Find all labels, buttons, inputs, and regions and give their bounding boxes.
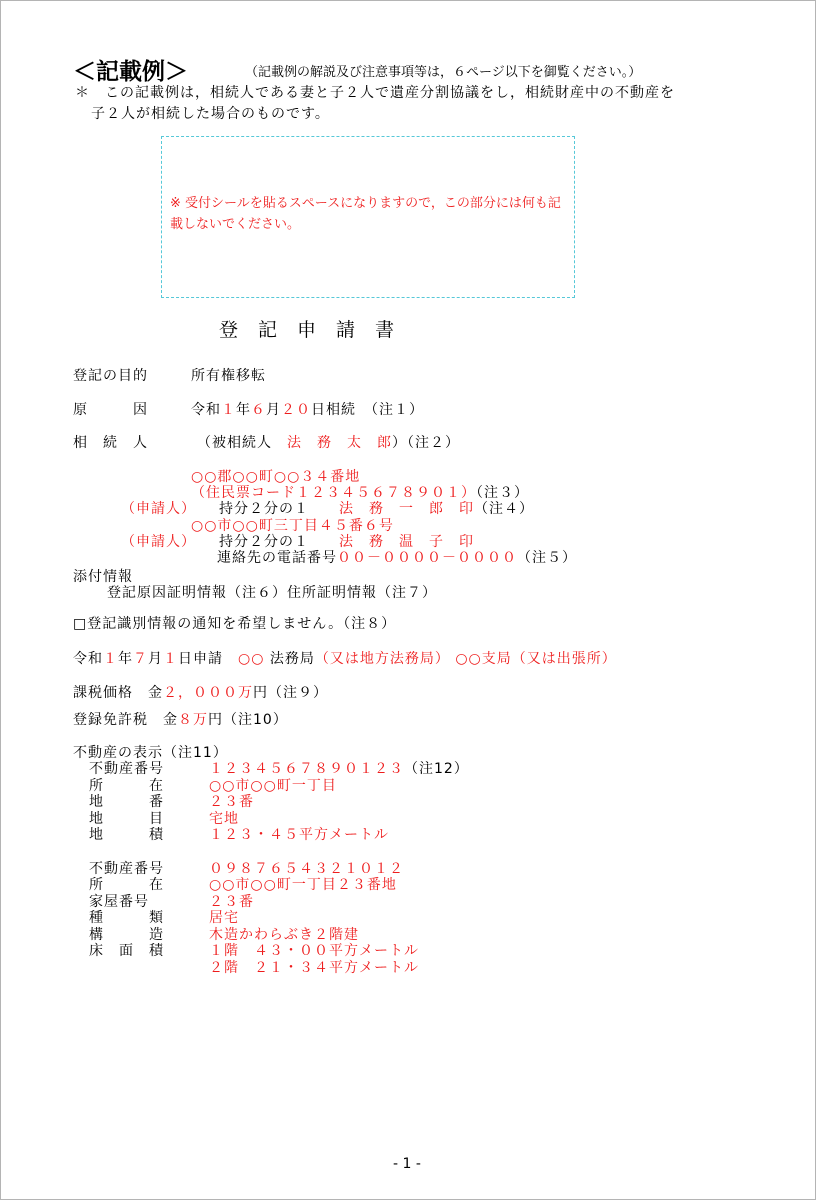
land-value-2: ○○市○○町一丁目: [209, 778, 337, 794]
land-label-3: 地 番: [89, 794, 164, 810]
building-value-6: １階 ４３・００平方メートル: [209, 943, 419, 959]
land-label-2: 所 在: [89, 778, 164, 794]
heir-address-2: ○○市○○町三丁目４５番６号: [191, 518, 394, 534]
registration-tax-line: 登録免許税 金８万円（注10）: [73, 712, 288, 728]
document-heading: 登記申請書: [219, 319, 415, 341]
tax-value-line: 課税価格 金２，０００万円（注９）: [73, 685, 328, 701]
attachments-label: 添付情報: [73, 569, 133, 585]
applicant-2-line: （申請人） 持分２分の１ 法 務 温 子 印: [121, 534, 474, 550]
heir-address-1: ○○郡○○町○○３４番地: [191, 469, 361, 485]
building-label-3: 家屋番号: [89, 894, 149, 910]
building-value-3: ２３番: [209, 894, 254, 910]
building-label-2: 所 在: [89, 877, 164, 893]
building-label-4: 種 類: [89, 910, 164, 926]
building-value-1: ０９８７６５４３２１０１２: [209, 861, 404, 877]
building-label-6: 床 面 積: [89, 943, 164, 959]
building-label-1: 不動産番号: [89, 861, 164, 877]
decedent-line: （被相続人 法 務 太 郎）（注２）: [197, 435, 460, 451]
resident-code-line: （住民票コード１２３４５６７８９０１）（注３）: [191, 485, 529, 501]
cause-label: 原 因: [73, 402, 148, 418]
page-number: - 1 -: [393, 1156, 421, 1172]
purpose-label: 登記の目的: [73, 368, 148, 384]
building-value-4: 居宅: [209, 910, 239, 926]
attachments-line: 登記原因証明情報（注６）住所証明情報（注７）: [107, 585, 437, 601]
heirs-label: 相 続 人: [73, 435, 148, 451]
sticker-instruction: ※ 受付シールを貼るスペースになりますので，この部分には何も記載しないでください。: [170, 196, 561, 232]
building-label-5: 構 造: [89, 927, 164, 943]
building-value-7: ２階 ２１・３４平方メートル: [209, 960, 419, 976]
land-value-3: ２３番: [209, 794, 254, 810]
purpose-value: 所有権移転: [191, 368, 266, 384]
land-label-1: 不動産番号: [89, 761, 164, 777]
building-value-5: 木造かわらぶき２階建: [209, 927, 359, 943]
land-value-1: １２３４５６７８９０１２３（注12）: [209, 761, 469, 777]
cause-date: 令和１年６月２０日相続 （注１）: [191, 402, 424, 418]
land-label-5: 地 積: [89, 827, 164, 843]
applicant-1-line: （申請人） 持分２分の１ 法 務 一 郎 印（注４）: [121, 501, 534, 517]
intro-line-1: ＊ この記載例は，相続人である妻と子２人で遺産分割協議をし，相続財産中の不動産を: [75, 85, 675, 101]
phone-line: 連絡先の電話番号００－００００－００００（注５）: [217, 550, 577, 566]
header-note: （記載例の解説及び注意事項等は，６ページ以下を御覧ください。）: [245, 65, 642, 80]
building-value-2: ○○市○○町一丁目２３番地: [209, 877, 397, 893]
notice-checkbox-line: □登記識別情報の通知を希望しません。（注８）: [73, 616, 397, 632]
receipt-sticker-area: [161, 136, 575, 298]
land-label-4: 地 目: [89, 811, 164, 827]
land-value-5: １２３・４５平方メートル: [209, 827, 389, 843]
application-line: 令和１年７月１日申請 ○○ 法務局（又は地方法務局） ○○支局（又は出張所）: [73, 651, 617, 667]
intro-line-2: 子２人が相続した場合のものです。: [91, 106, 330, 122]
page-title: ＜記載例＞: [73, 59, 188, 85]
property-label: 不動産の表示（注11）: [73, 745, 228, 761]
land-value-4: 宅地: [209, 811, 239, 827]
